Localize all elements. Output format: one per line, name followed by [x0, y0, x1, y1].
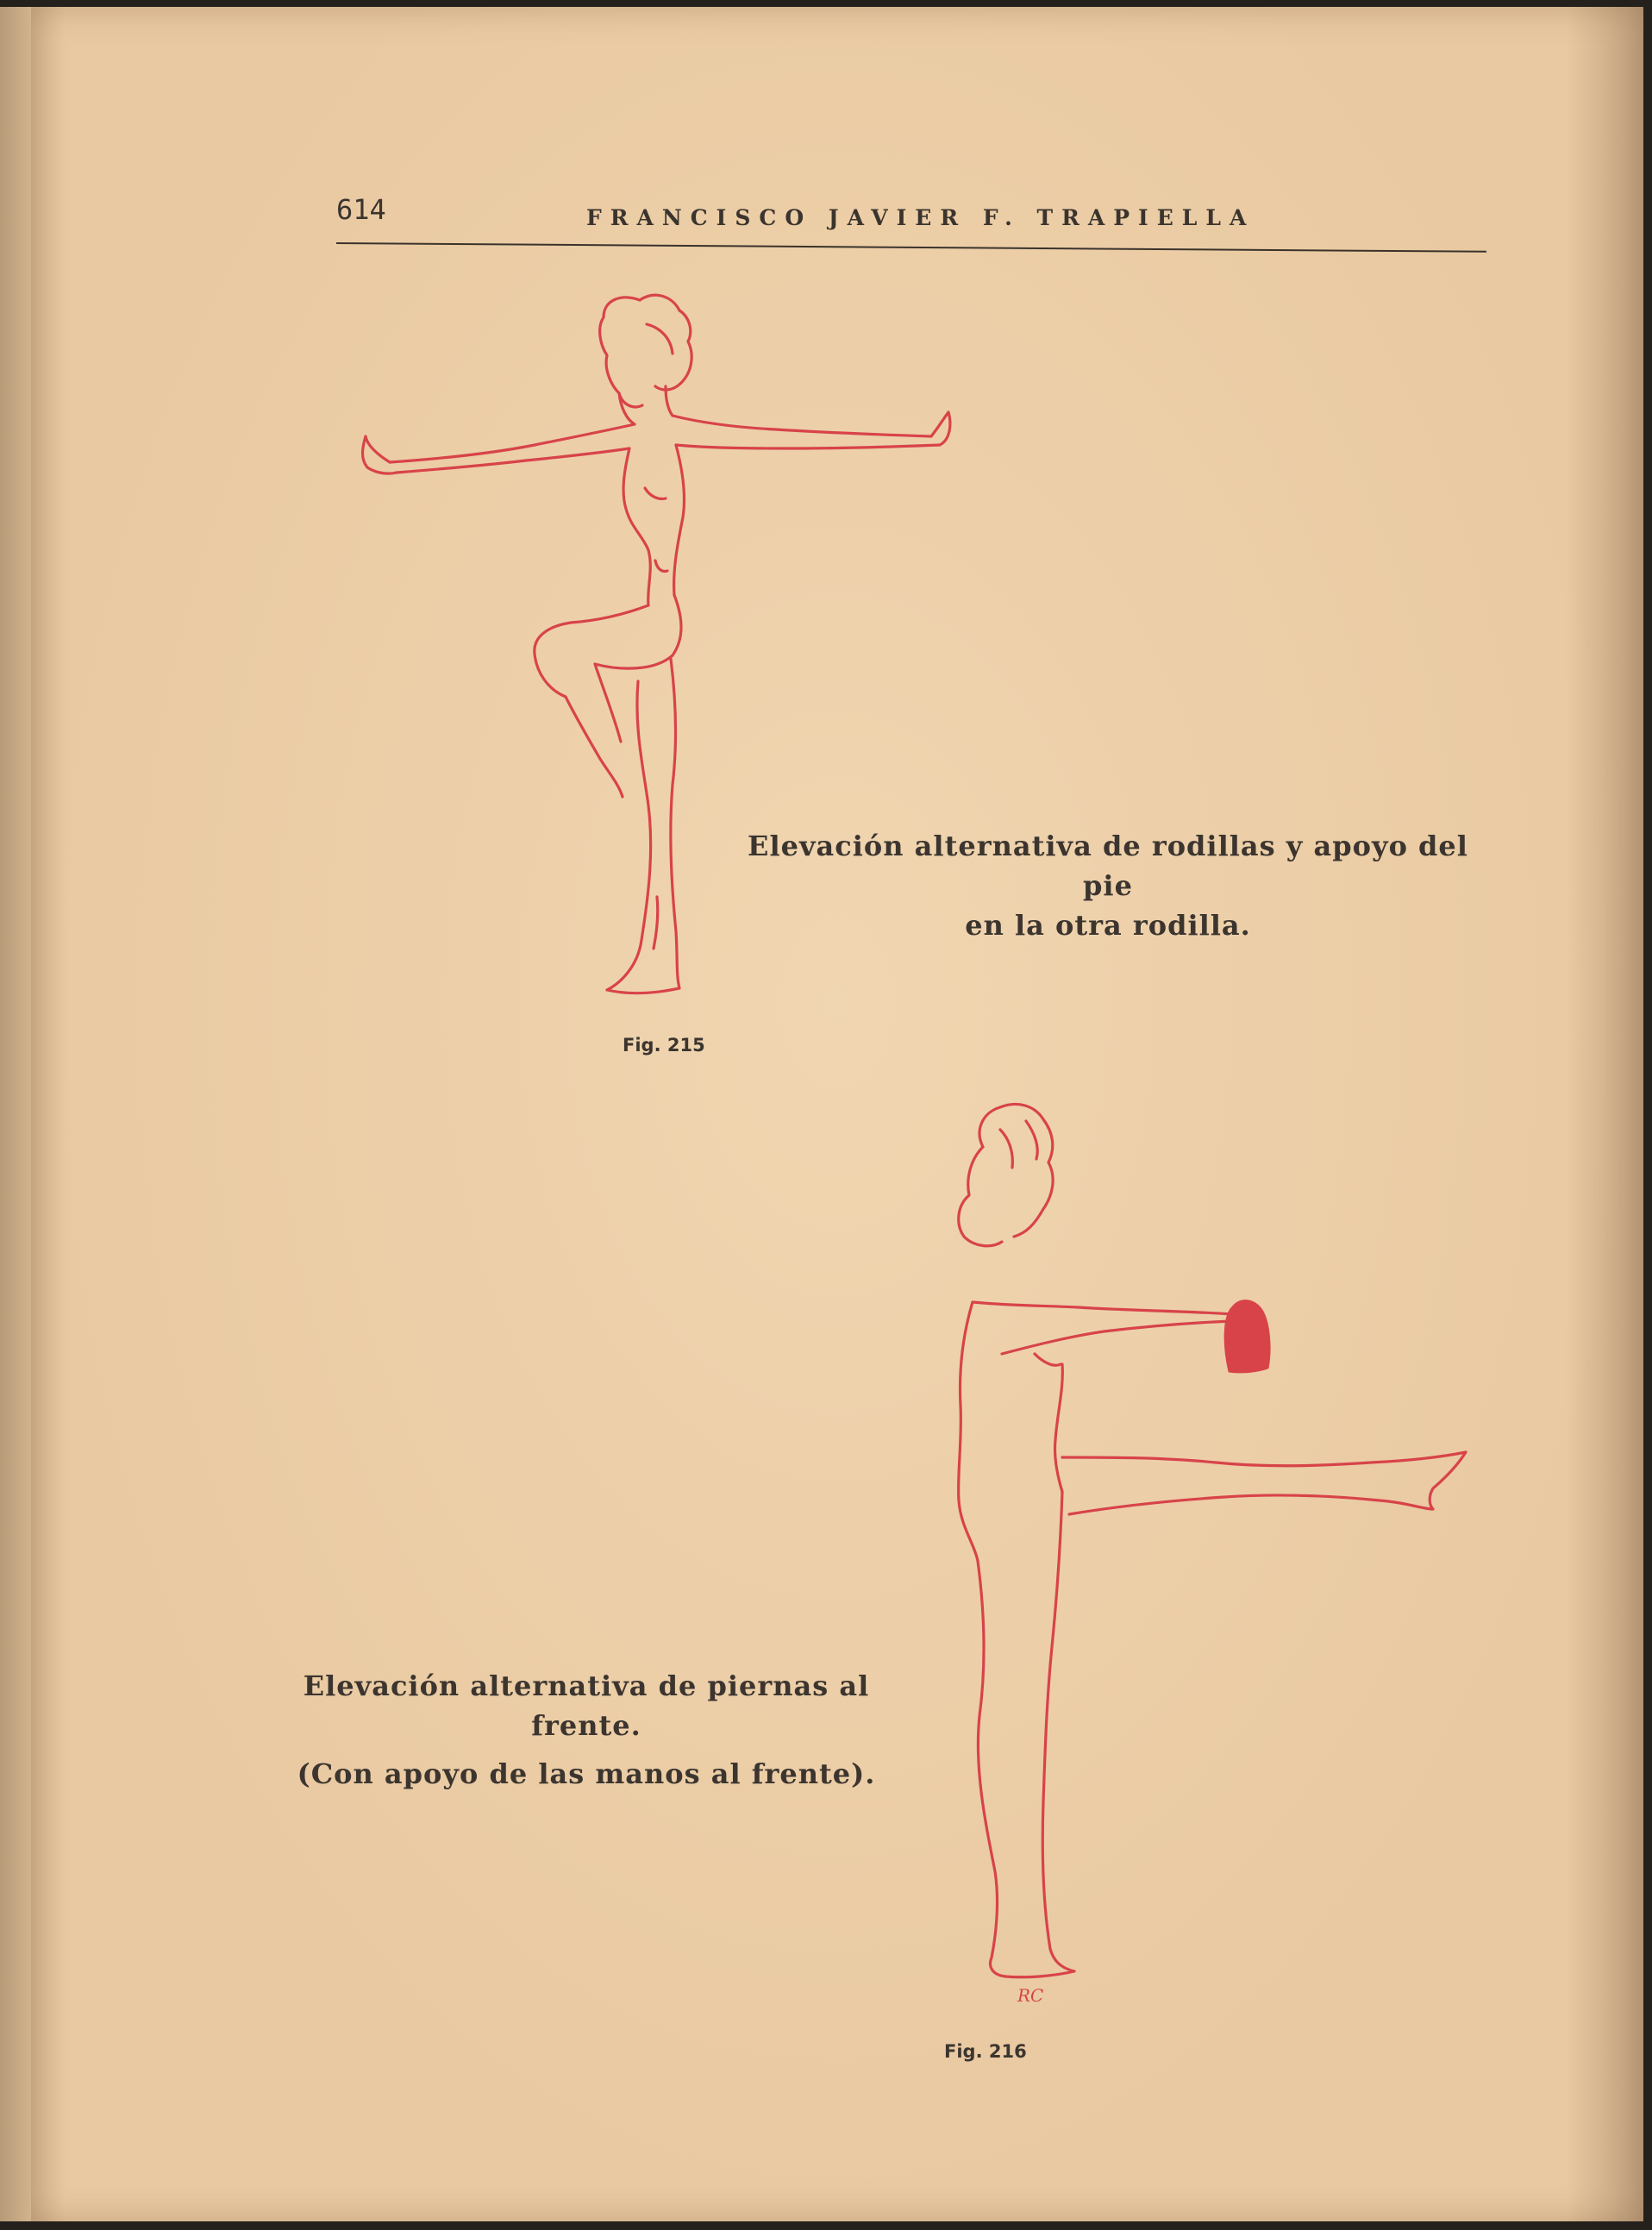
artist-signature: RC [1017, 1985, 1044, 2006]
figure-215-label: Fig. 215 [623, 1035, 705, 1055]
page-number: 614 [336, 193, 386, 226]
figure-216-caption-sub: (Con apoyo de las manos al frente). [297, 1757, 876, 1790]
figure-216-label: Fig. 216 [944, 2041, 1027, 2062]
page-header [336, 181, 1483, 233]
figure-216-drawing [905, 1095, 1509, 2018]
running-head: FRANCISCO JAVIER F. TRAPIELLA [586, 205, 1255, 230]
figure-215-caption [737, 826, 1479, 945]
figure-216-caption-line-2: frente. [531, 1709, 641, 1742]
figure-215-caption-line-2: en la otra rodilla. [965, 909, 1251, 942]
figure-216-caption [285, 1666, 888, 1794]
figure-216-caption-line-1: Elevación alternativa de piernas al [303, 1669, 870, 1702]
figure-215-caption-line-1: Elevación alternativa de rodillas y apoyo del pie [748, 830, 1468, 902]
